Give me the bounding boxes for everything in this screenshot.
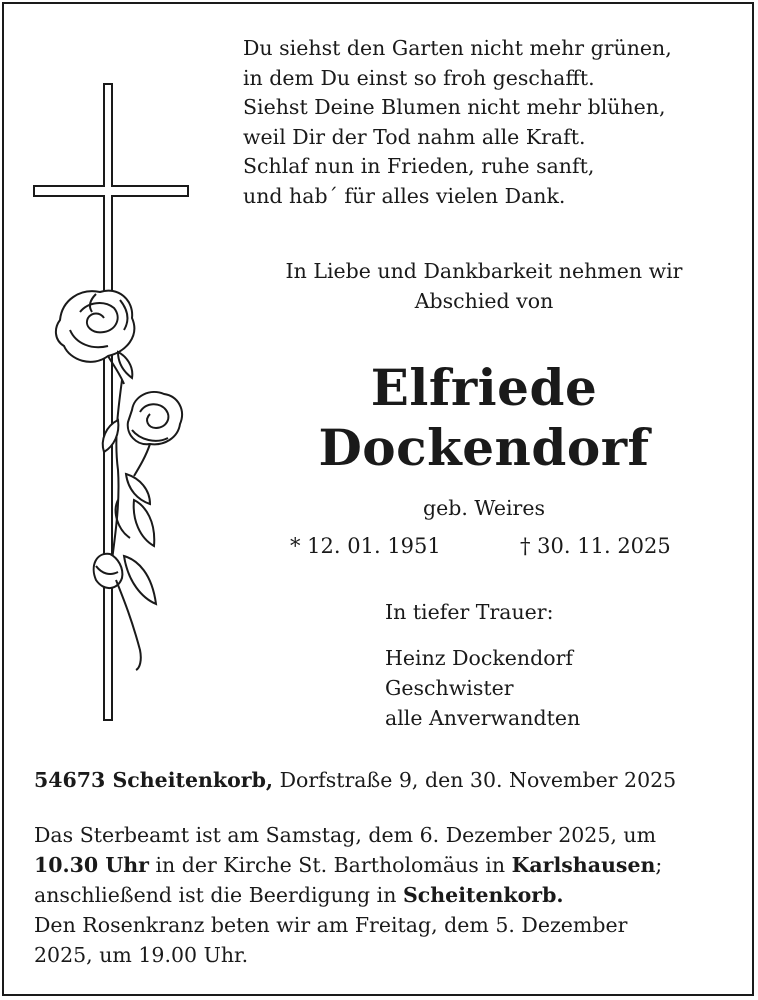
deceased-name	[230, 358, 738, 478]
poem-line: und hab´ für alles vielen Dank.	[243, 183, 566, 208]
intro-text	[230, 256, 738, 316]
poem-line: Siehst Deine Blumen nicht mehr blühen,	[243, 95, 666, 119]
address-place: 54673 Scheitenkorb,	[34, 768, 274, 792]
intro-line-2: Abschied von	[414, 289, 554, 313]
intro-line-1: In Liebe und Dankbarkeit nehmen wir	[285, 259, 683, 283]
service-line-4: Den Rosenkranz beten wir am Freitag, dem 5. Dezember	[34, 913, 628, 937]
cross-with-roses-icon	[0, 0, 240, 730]
poem	[243, 34, 743, 211]
service-text: Das Sterbeamt ist am Samstag, dem 6. Dezember 2025, um	[34, 823, 657, 847]
mourner: Heinz Dockendorf	[385, 646, 573, 670]
service-line-1	[34, 820, 724, 850]
birth-date: * 12. 01. 1951	[290, 534, 441, 558]
burial-place: Scheitenkorb.	[402, 883, 564, 907]
poem-line: Schlaf nun in Frieden, ruhe sanft,	[243, 154, 595, 178]
service-line-3	[34, 880, 724, 910]
service-place: Karlshausen	[511, 853, 656, 877]
poem-line: Du siehst den Garten nicht mehr grünen,	[243, 36, 672, 60]
service-line-5: 2025, um 19.00 Uhr.	[34, 943, 249, 967]
mourners-list	[385, 643, 580, 733]
maiden-name: geb. Weires	[423, 496, 545, 520]
service-time: 10.30 Uhr	[34, 853, 149, 877]
poem-line: in dem Du einst so froh geschafft.	[243, 65, 595, 90]
service-line-2	[34, 850, 724, 880]
mourner: alle Anverwandten	[385, 706, 581, 730]
mourning-heading: In tiefer Trauer:	[385, 600, 554, 624]
service-punct: ;	[655, 853, 663, 877]
poem-line: weil Dir der Tod nahm alle Kraft.	[243, 124, 586, 149]
service-text: in der Kirche St. Bartholomäus in	[155, 853, 506, 877]
last-name: Dockendorf	[318, 418, 650, 477]
first-name: Elfriede	[370, 358, 598, 417]
address-rest: Dorfstraße 9, den 30. November 2025	[279, 768, 677, 792]
mourner: Geschwister	[385, 676, 514, 700]
service-info	[34, 820, 724, 970]
death-date: † 30. 11. 2025	[520, 534, 671, 558]
service-text: anschließend ist die Beerdigung in	[34, 883, 397, 907]
address-line	[34, 768, 676, 792]
